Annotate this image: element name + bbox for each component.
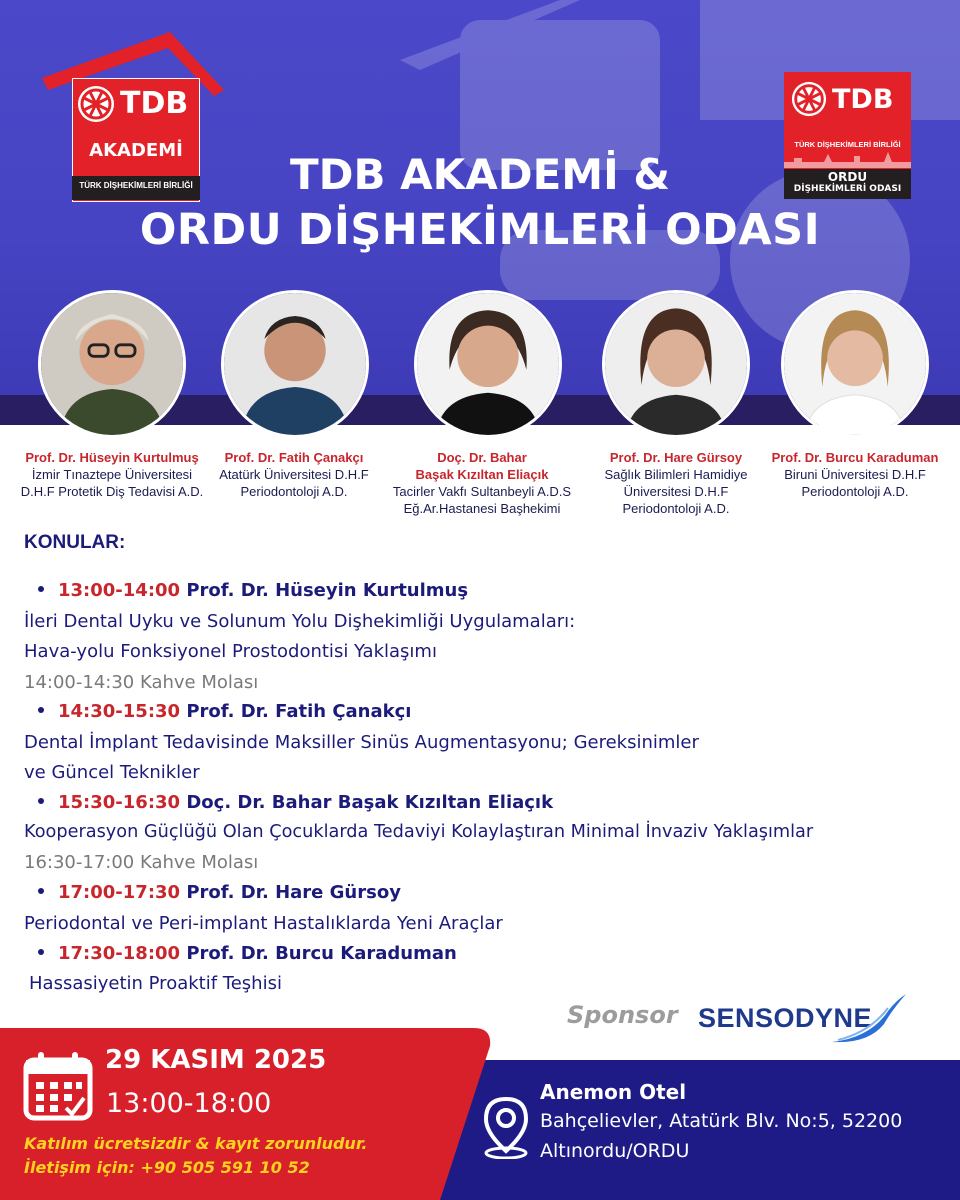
speaker-affiliation: Sağlık Bilimleri Hamidiye	[604, 467, 748, 482]
session-2	[38, 701, 411, 722]
speaker-name: Prof. Dr. Fatih Çanakçı	[224, 450, 364, 465]
session-speaker: Prof. Dr. Fatih Çanakçı	[186, 701, 412, 722]
speaker-affiliation: Periodontoloji A.D.	[801, 484, 909, 499]
logo-ordu: ORDU	[827, 170, 868, 184]
speaker-photo-canakci	[221, 290, 369, 438]
registration-note: Katılım ücretsizdir & kayıt zorunludur.	[24, 1134, 368, 1153]
speaker-name: Doç. Dr. Bahar	[437, 450, 527, 465]
session-3	[38, 792, 553, 813]
knot-emblem-icon	[790, 80, 828, 118]
session-time: 17:30-18:00	[58, 943, 181, 964]
session-speaker: Prof. Dr. Hare Gürsoy	[186, 882, 401, 903]
speaker-name: Prof. Dr. Hüseyin Kurtulmuş	[25, 450, 199, 465]
logo-akademi: AKADEMİ	[89, 140, 183, 161]
speaker-affiliation: Tacirler Vakfı Sultanbeyli A.D.S	[392, 484, 572, 499]
bullet-icon	[38, 707, 44, 713]
logo-union-name: TÜRK DİŞHEKİMLERİ BİRLİĞİ	[794, 140, 901, 149]
speaker-caption	[581, 449, 771, 517]
event-date: 29 KASIM 2025	[105, 1045, 327, 1075]
session-1	[38, 580, 468, 601]
session-time: 15:30-16:30	[58, 792, 181, 813]
venue-address-line1: Bahçelievler, Atatürk Blv. No:5, 52200	[540, 1110, 903, 1132]
speaker-photo-kurtulmus	[38, 290, 186, 438]
session-topic: Kooperasyon Güçlüğü Olan Çocuklarda Tedaviyi Kolaylaştıran Minimal İnvaziv Yaklaşımlar	[24, 822, 814, 842]
session-topic: Hassasiyetin Proaktif Teşhisi	[29, 973, 282, 994]
session-time: 14:30-15:30	[58, 701, 181, 722]
bullet-icon	[38, 586, 44, 592]
speaker-affiliation: Periodontoloji A.D.	[240, 484, 348, 499]
session-speaker: Prof. Dr. Hüseyin Kurtulmuş	[186, 580, 469, 601]
session-topic: Periodontal ve Peri-implant Hastalıklarda Yeni Araçlar	[24, 913, 503, 934]
speaker-photo-eliacik	[414, 290, 562, 438]
venue-name: Anemon Otel	[540, 1080, 687, 1104]
bullet-icon	[38, 888, 44, 894]
speaker-caption	[199, 449, 389, 500]
program-heading: KONULAR:	[24, 532, 126, 553]
session-speaker: Prof. Dr. Burcu Karaduman	[186, 943, 457, 964]
session-5	[38, 943, 457, 964]
speaker-affiliation: Eğ.Ar.Hastanesi Başhekimi	[403, 501, 561, 516]
event-time: 13:00-18:00	[106, 1088, 272, 1119]
logo-union-name: TÜRK DİŞHEKİMLERİ BİRLİĞİ	[79, 181, 193, 190]
session-topic: Dental İmplant Tedavisinde Maksiller Sinüs Augmentasyonu; Gereksinimler	[24, 732, 699, 753]
speaker-name: Başak Kızıltan Eliaçık	[415, 467, 549, 482]
session-time: 13:00-14:00	[58, 580, 181, 601]
knot-emblem-icon	[76, 84, 116, 124]
calendar-icon	[22, 1050, 94, 1122]
contact-phone: İletişim için: +90 505 591 10 52	[24, 1158, 310, 1177]
speaker-affiliation: Periodontoloji A.D.	[622, 501, 730, 516]
speaker-affiliation: Biruni Üniversitesi D.H.F	[784, 467, 926, 482]
session-topic: İleri Dental Uyku ve Solunum Yolu Dişhekimliği Uygulamaları:	[24, 611, 576, 632]
speaker-affiliation: İzmir Tınaztepe Üniversitesi	[31, 467, 193, 482]
speaker-name: Prof. Dr. Hare Gürsoy	[609, 450, 743, 465]
logo-chamber: DİŞHEKİMLERİ ODASI	[793, 184, 902, 194]
page-title-line2: ORDU DİŞHEKİMLERİ ODASI	[139, 205, 821, 255]
session-topic: Hava-yolu Fonksiyonel Prostodontisi Yaklaşımı	[24, 641, 437, 662]
venue-address-line2: Altınordu/ORDU	[540, 1140, 690, 1162]
location-pin-icon	[480, 1095, 532, 1159]
logo-brand: TDB	[120, 86, 189, 121]
speaker-affiliation: D.H.F Protetik Diş Tedavisi A.D.	[20, 484, 204, 499]
speaker-caption	[760, 449, 950, 500]
speaker-caption	[387, 449, 577, 517]
session-time: 17:00-17:30	[58, 882, 181, 903]
sponsor-label: Sponsor	[567, 1001, 678, 1029]
session-4	[38, 882, 401, 903]
speaker-photo-gursoy	[602, 290, 750, 438]
coffee-break: 16:30-17:00 Kahve Molası	[24, 852, 259, 873]
bullet-icon	[38, 798, 44, 804]
speaker-affiliation: Üniversitesi D.H.F	[623, 484, 729, 499]
page-title-line1: TDB AKADEMİ &	[290, 150, 670, 199]
sensodyne-swoosh-icon	[828, 992, 908, 1044]
logo-brand: TDB	[832, 84, 894, 115]
sponsor-brand: SENSODYNE	[698, 1003, 873, 1033]
speaker-affiliation: Atatürk Üniversitesi D.H.F	[219, 467, 369, 482]
speaker-photo-karaduman	[781, 290, 929, 438]
speaker-caption	[17, 449, 207, 500]
speaker-name: Prof. Dr. Burcu Karaduman	[771, 450, 939, 465]
session-speaker: Doç. Dr. Bahar Başak Kızıltan Eliaçık	[186, 792, 554, 813]
session-topic: ve Güncel Teknikler	[24, 762, 200, 783]
coffee-break: 14:00-14:30 Kahve Molası	[24, 672, 259, 693]
bullet-icon	[38, 949, 44, 955]
